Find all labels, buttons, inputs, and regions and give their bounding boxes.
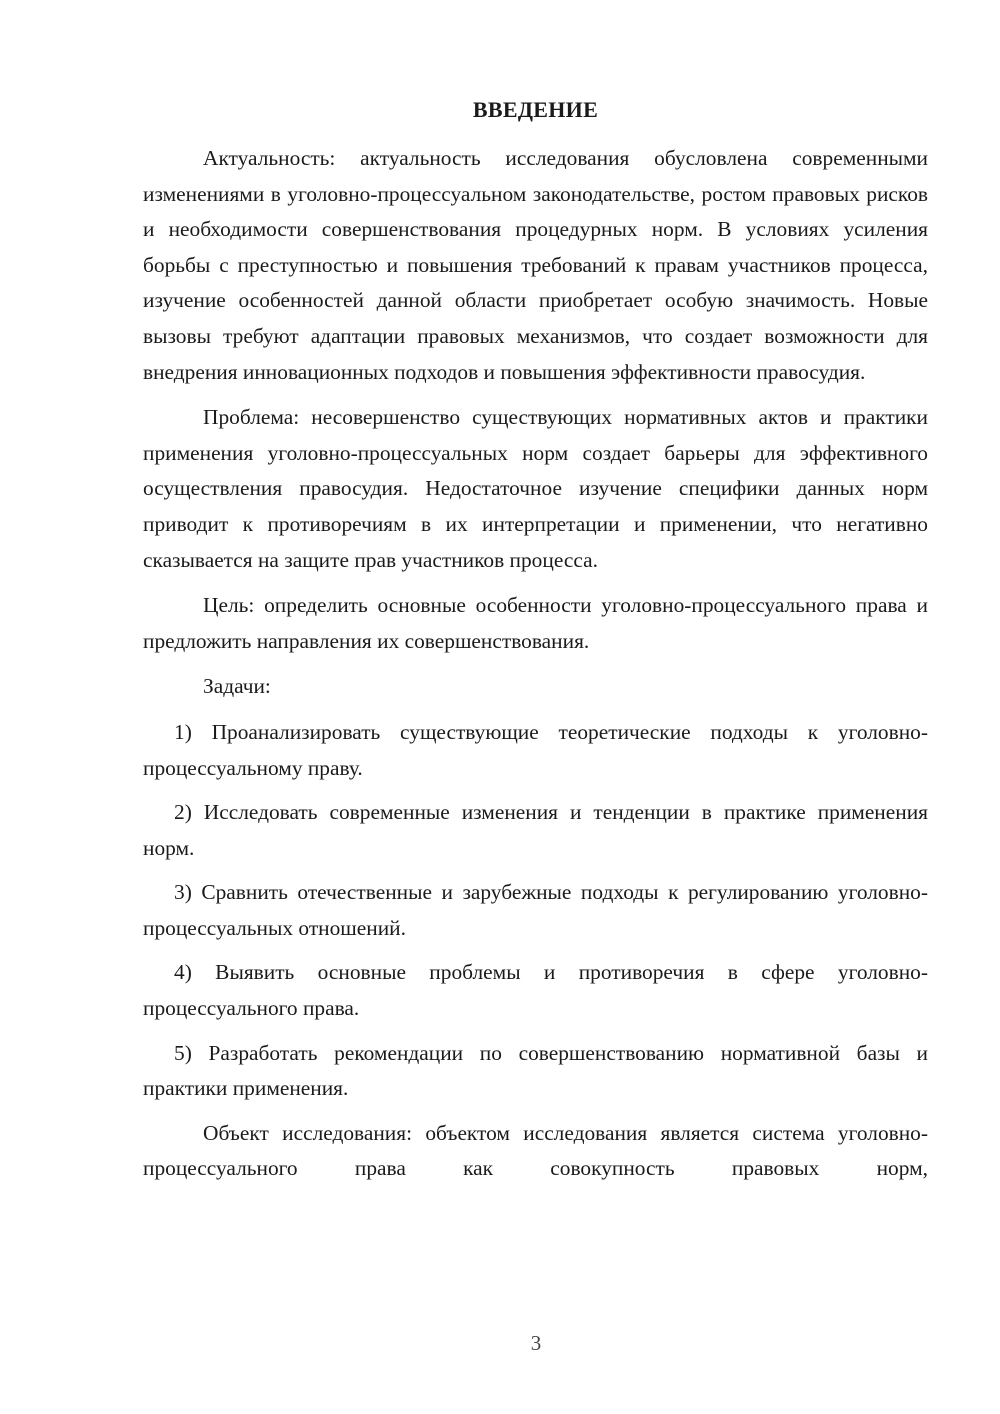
section-title: ВВЕДЕНИЕ: [472, 97, 599, 122]
paragraph-problem: Проблема: несовершенство существующих нормативных актов и практики применения уголовно-процессуальных норм создает барьеры для эффективного осуществления правосудия. Недостаточное изучение специфики данных норм приводит к противоречиям в их интерпретации и применении, что негативно сказывается на защите прав участников процесса.: [143, 405, 928, 572]
document-page: [143, 95, 928, 1197]
page-number: 3: [530, 1331, 542, 1355]
tasks-heading: Задачи:: [203, 674, 271, 699]
paragraph-relevance: Актуальность: актуальность исследования обусловлена современными изменениями в уголовно-процессуальном законодательстве, ростом правовых рисков и необходимости совершенствования процедурных норм. В условиях усиления борьбы с преступностью и повышения требований к правам участников процесса, изучение особенностей данной области приобретает особую значимость. Новые вызовы требуют адаптации правовых механизмов, что создает возможности для внедрения инновационных подходов и повышения эффективности правосудия.: [143, 146, 928, 384]
task-item-5: 5) Разработать рекомендации по совершенствованию нормативной базы и практики применения.: [143, 1040, 928, 1101]
paragraph-object: Объект исследования: объектом исследования является система уголовно-процессуального права как совокупность правовых норм,: [143, 1120, 928, 1181]
task-item-3: 3) Сравнить отечественные и зарубежные подходы к регулированию уголовно-процессуальных отношений.: [143, 880, 928, 940]
task-item-1: 1) Проанализировать существующие теоретические подходы к уголовно-процессуальному праву.: [143, 719, 928, 780]
task-item-4: 4) Выявить основные проблемы и противоречия в сфере уголовно-процессуального права.: [143, 960, 928, 1021]
task-item-2: 2) Исследовать современные изменения и тенденции в практике применения норм.: [143, 800, 928, 860]
paragraph-goal: Цель: определить основные особенности уголовно-процессуального права и предложить направления их совершенствования.: [143, 593, 928, 653]
